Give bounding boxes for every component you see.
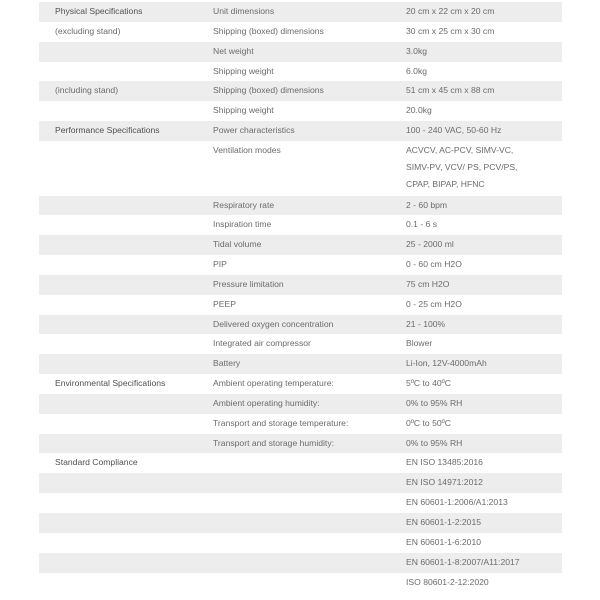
table-row xyxy=(39,573,562,593)
spec-name xyxy=(198,513,391,533)
section-label xyxy=(39,533,198,553)
section-label xyxy=(39,196,198,216)
section-label xyxy=(39,235,198,255)
spec-name: Ambient operating temperature: xyxy=(213,378,334,389)
spec-name: PIP xyxy=(213,259,227,270)
table-row xyxy=(39,473,562,493)
spec-value: 0% to 95% RH xyxy=(406,437,463,448)
section-label xyxy=(39,553,198,573)
spec-name: Unit dimensions xyxy=(213,6,275,16)
table-row xyxy=(39,334,562,354)
spec-value: 20 cm x 22 cm x 20 cm xyxy=(406,6,495,16)
section-label xyxy=(39,434,198,454)
section-label xyxy=(39,394,198,414)
table-row xyxy=(39,22,562,42)
spec-value: 25 - 2000 ml xyxy=(406,239,454,250)
spec-name: Transport and storage temperature: xyxy=(213,417,349,428)
spec-value: 100 - 240 VAC, 50-60 Hz xyxy=(406,125,502,136)
section-label xyxy=(39,255,198,275)
section-label xyxy=(39,473,198,493)
section-label xyxy=(39,354,198,374)
spec-name: Power characteristics xyxy=(213,125,295,136)
spec-name: Delivered oxygen concentration xyxy=(213,318,334,329)
table-row xyxy=(39,354,562,374)
spec-table xyxy=(39,2,562,592)
table-row xyxy=(39,414,562,434)
spec-value: EN 60601-1-2:2015 xyxy=(406,517,482,528)
spec-name xyxy=(198,553,391,573)
section-label xyxy=(39,42,198,62)
spec-value: 0 - 25 cm H2O xyxy=(406,298,462,309)
spec-name: Shipping (boxed) dimensions xyxy=(213,85,324,96)
spec-name: Shipping weight xyxy=(213,105,274,116)
spec-value: 0 - 60 cm H2O xyxy=(406,259,462,270)
table-row xyxy=(39,453,562,473)
spec-name: Shipping weight xyxy=(213,65,274,76)
section-label: Physical Specifications xyxy=(55,6,143,16)
table-row xyxy=(39,81,562,101)
spec-name: Transport and storage humidity: xyxy=(213,437,335,448)
spec-value: EN 60601-1:2006/A1:2013 xyxy=(406,497,508,508)
spec-name: Shipping (boxed) dimensions xyxy=(213,25,324,36)
spec-name: Ventilation modes xyxy=(213,144,281,155)
table-row xyxy=(39,101,562,121)
spec-name: Respiratory rate xyxy=(213,199,275,210)
section-label: (including stand) xyxy=(55,85,119,96)
spec-value: EN ISO 13485:2016 xyxy=(406,457,483,468)
section-label xyxy=(39,513,198,533)
spec-value: 75 cm H2O xyxy=(406,278,450,289)
spec-value: Blower xyxy=(406,338,433,349)
spec-value xyxy=(391,141,562,196)
spec-value: 6.0kg xyxy=(406,65,428,76)
section-label: Environmental Specifications xyxy=(55,378,166,389)
spec-name: Inspiration time xyxy=(213,219,272,230)
spec-value-line: CPAP, BIPAP, HFNC xyxy=(406,179,485,190)
spec-value: EN ISO 14971:2012 xyxy=(406,477,483,488)
section-label: (excluding stand) xyxy=(55,25,121,36)
spec-value: 0% to 95% RH xyxy=(406,397,463,408)
section-label xyxy=(39,315,198,335)
spec-value: 20.0kg xyxy=(406,105,432,116)
table-row xyxy=(39,275,562,295)
table-row xyxy=(39,533,562,553)
table-row xyxy=(39,255,562,275)
table-row xyxy=(39,141,562,196)
table-row xyxy=(39,315,562,335)
spec-name: Integrated air compressor xyxy=(213,338,311,349)
table-row xyxy=(39,196,562,216)
spec-value: 0ºC to 50ºC xyxy=(406,417,451,428)
section-label xyxy=(39,295,198,315)
section-label: Performance Specifications xyxy=(55,125,160,136)
section-label xyxy=(39,573,198,593)
table-row xyxy=(39,434,562,454)
table-row xyxy=(39,394,562,414)
spec-name: PEEP xyxy=(213,298,236,309)
spec-name xyxy=(198,533,391,553)
section-label xyxy=(39,62,198,82)
spec-name xyxy=(198,573,391,593)
spec-value: ISO 80601-2-12:2020 xyxy=(406,576,489,587)
section-label: Standard Compliance xyxy=(55,457,138,468)
spec-value: 21 - 100% xyxy=(406,318,446,329)
table-row xyxy=(39,215,562,235)
spec-name: Ambient operating humidity: xyxy=(213,397,320,408)
spec-name: Battery xyxy=(213,358,241,369)
spec-name xyxy=(198,493,391,513)
spec-value: EN 60601-1-6:2010 xyxy=(406,536,482,547)
section-label xyxy=(39,101,198,121)
spec-value-line: ACVCV, AC-PCV, SIMV-VC, xyxy=(406,144,514,155)
table-row xyxy=(39,513,562,533)
spec-value: 2 - 60 bpm xyxy=(406,199,448,210)
section-label xyxy=(39,141,198,196)
spec-name xyxy=(198,453,391,473)
spec-value: 0.1 - 6 s xyxy=(406,219,438,230)
spec-name xyxy=(198,473,391,493)
spec-value: 5ºC to 40ºC xyxy=(406,378,451,389)
table-row xyxy=(39,295,562,315)
section-label xyxy=(39,493,198,513)
spec-name: Tidal volume xyxy=(213,239,262,250)
table-row xyxy=(39,42,562,62)
spec-value: 3.0kg xyxy=(406,45,428,56)
table-row xyxy=(39,553,562,573)
spec-value: Li-Ion, 12V-4000mAh xyxy=(406,358,487,369)
table-row xyxy=(39,493,562,513)
table-row xyxy=(39,374,562,394)
table-row xyxy=(39,235,562,255)
table-row xyxy=(39,121,562,141)
section-label xyxy=(39,215,198,235)
spec-value: EN 60601-1-8:2007/A11:2017 xyxy=(406,556,520,567)
spec-value: 51 cm x 45 cm x 88 cm xyxy=(406,85,495,96)
spec-name: Pressure limitation xyxy=(213,278,284,289)
table-row xyxy=(39,62,562,82)
table-row xyxy=(39,2,562,22)
spec-value: 30 cm x 25 cm x 30 cm xyxy=(406,25,495,36)
section-label xyxy=(39,334,198,354)
spec-name: Net weight xyxy=(213,45,254,56)
spec-value-line: SIMV-PV, VCV/ PS, PCV/PS, xyxy=(406,162,518,173)
section-label xyxy=(39,275,198,295)
section-label xyxy=(39,414,198,434)
